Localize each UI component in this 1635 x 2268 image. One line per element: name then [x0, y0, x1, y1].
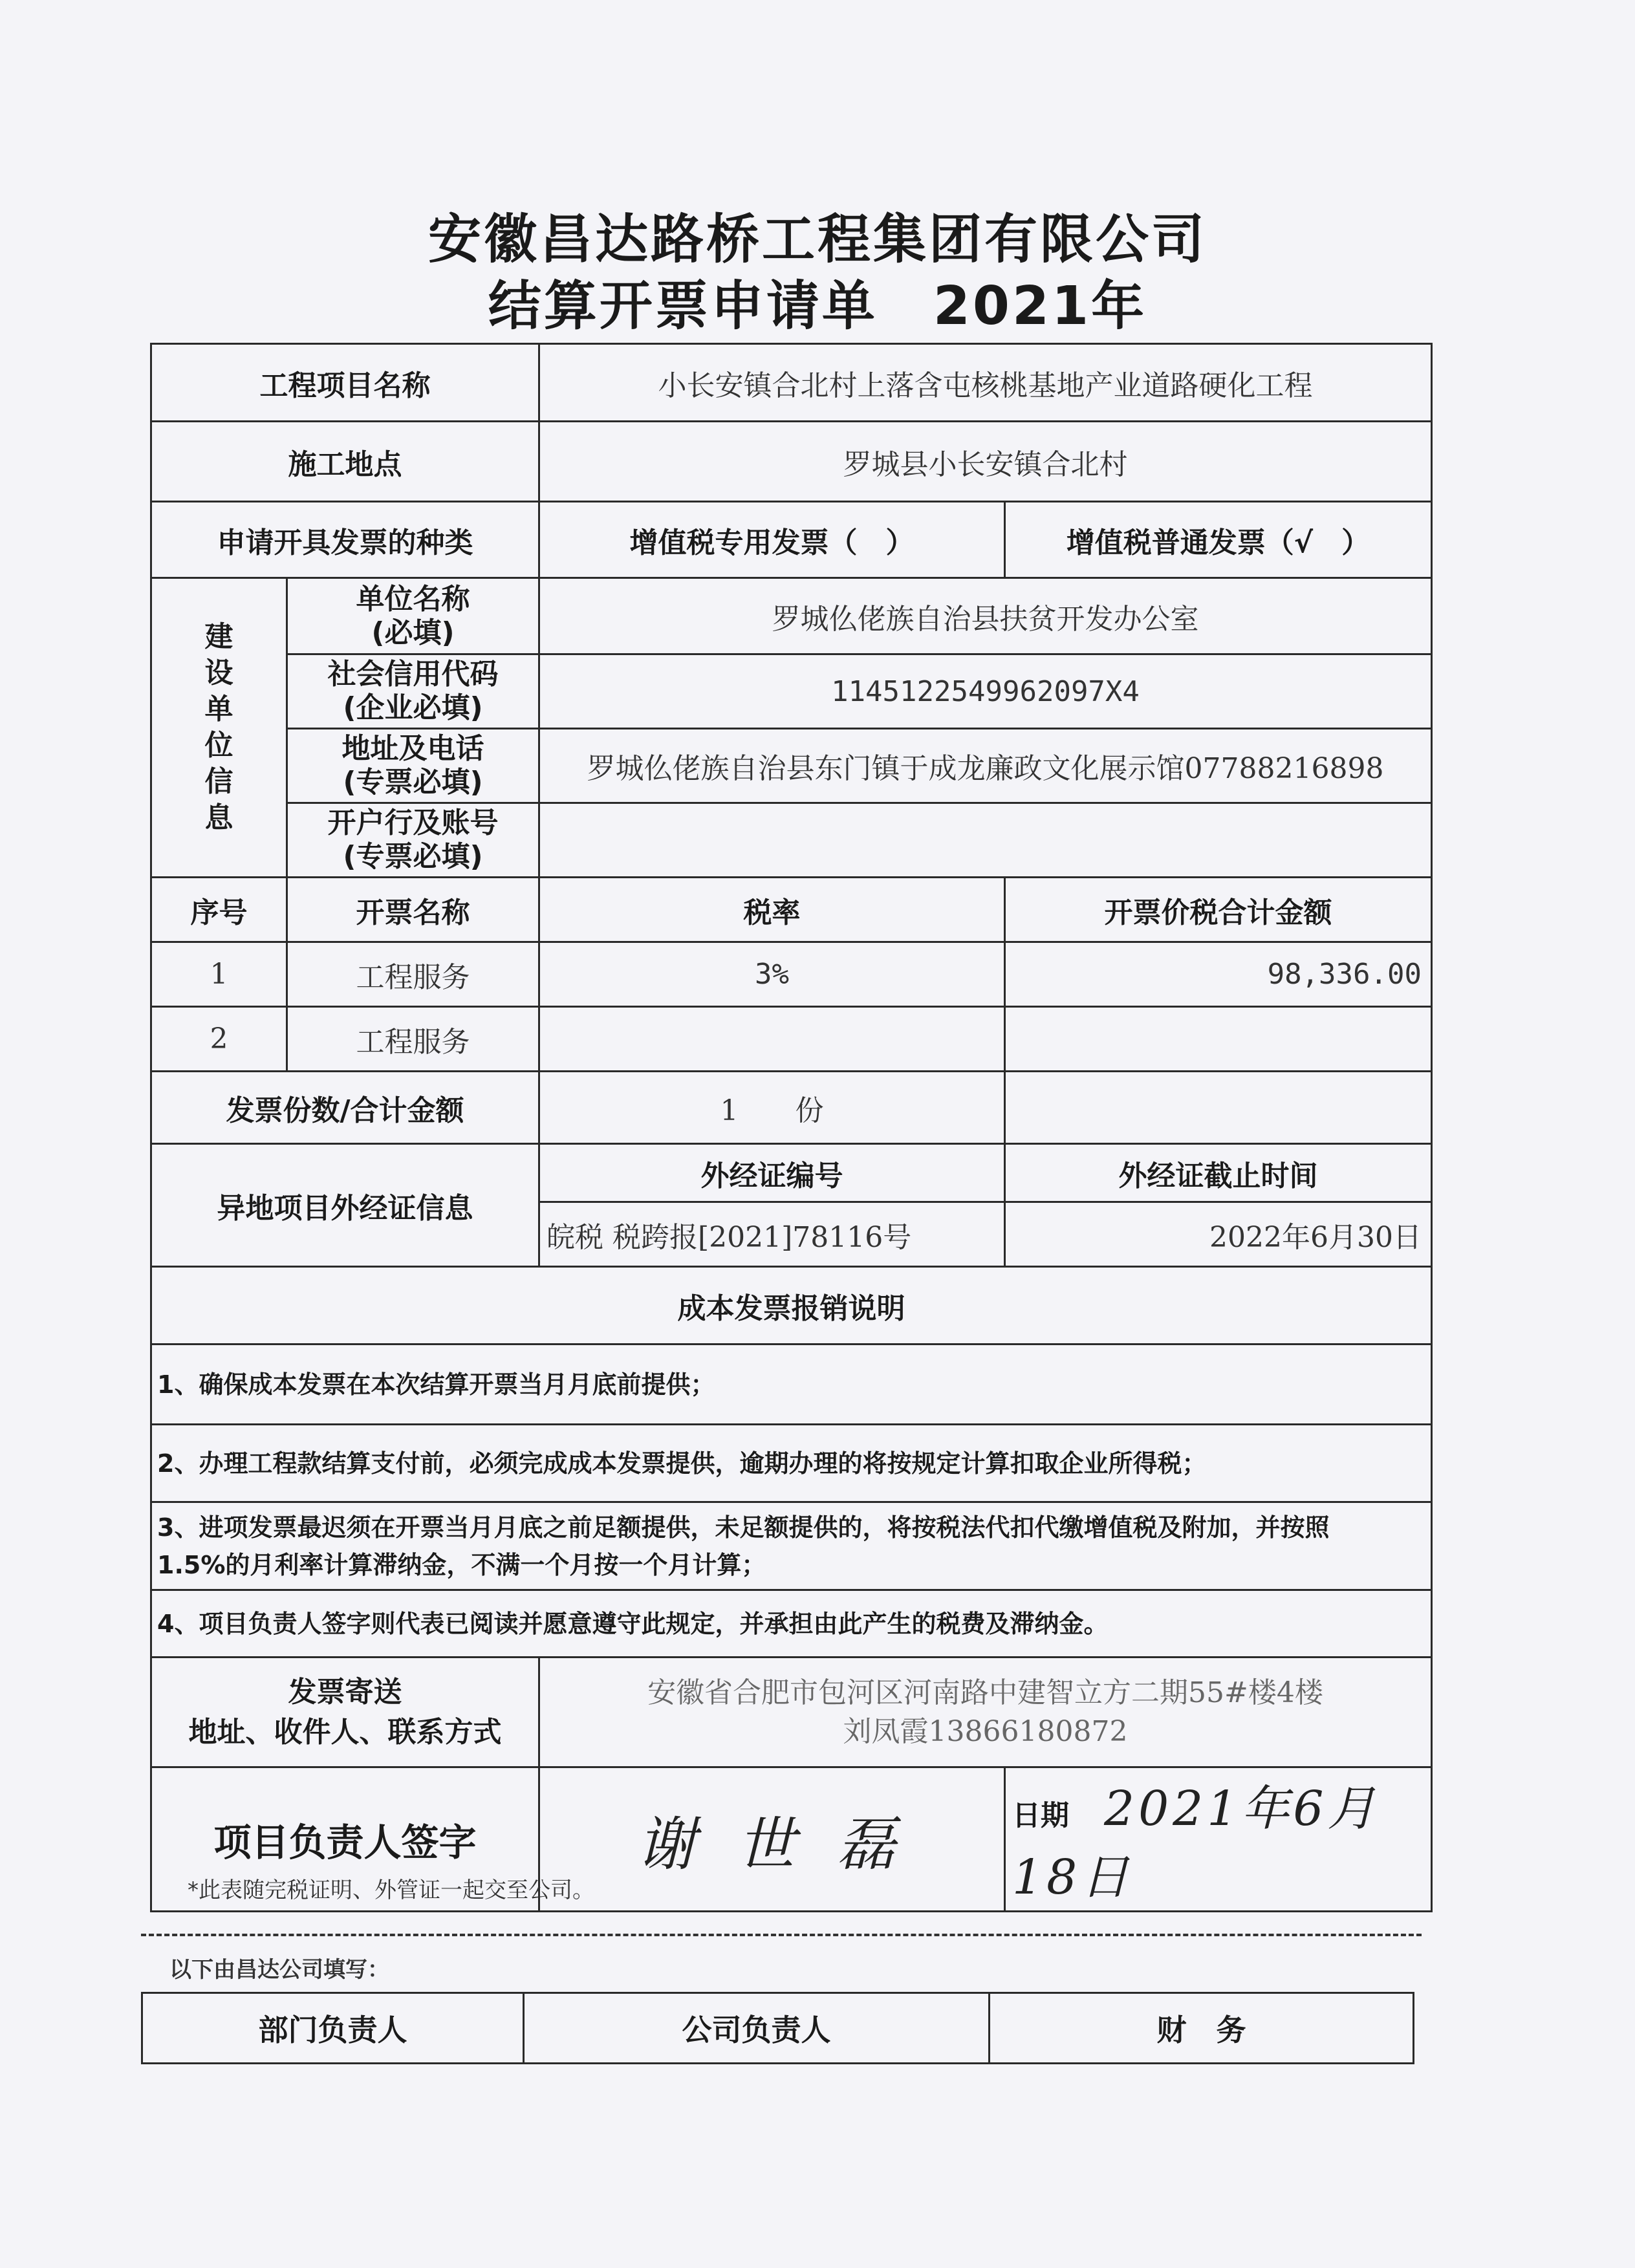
row-items-header: [151, 878, 1432, 942]
credit-code-value: 1145122549962097X4: [539, 654, 1432, 729]
mailing-address: 安徽省合肥市包河区河南路中建智立方二期55#楼4楼: [647, 1676, 1323, 1709]
project-name-value: 小长安镇合北村上落含屯核桃基地产业道路硬化工程: [539, 344, 1432, 422]
row-note-1: [151, 1345, 1432, 1425]
company-section-label: 以下由昌达公司填写：: [169, 1957, 389, 1983]
row-cost-title: [151, 1267, 1432, 1345]
project-name-label: 工程项目名称: [151, 344, 539, 422]
note-2: 2、办理工程款结算支付前，必须完成成本发票提供，逾期办理的将按规定计算扣取企业所得税；: [151, 1425, 1432, 1502]
external-label: 异地项目外经证信息: [151, 1144, 539, 1267]
site-label: 施工地点: [151, 422, 539, 502]
unit-name-label: 单位名称 (必填): [287, 578, 539, 654]
note-1: 1、确保成本发票在本次结算开票当月月底前提供；: [151, 1345, 1432, 1425]
item-amount: [1005, 1007, 1432, 1072]
table-row: [151, 1007, 1432, 1072]
totals-amount: [1005, 1072, 1432, 1144]
totals-count: 1 份: [539, 1072, 1005, 1144]
company-sign-table: [141, 1992, 1414, 2064]
totals-label: 发票份数/合计金额: [151, 1072, 539, 1144]
item-no: 1: [151, 942, 287, 1007]
note-3: 3、进项发票最迟须在开票当月月底之前足额提供，未足额提供的，将按税法代扣代缴增值税及附加，并按照 1.5%的月利率计算滞纳金，不满一个月按一个月计算；: [151, 1502, 1432, 1590]
header-amount: 开票价税合计金额: [1005, 878, 1432, 942]
header-rate: 税率: [539, 878, 1005, 942]
row-note-2: [151, 1425, 1432, 1502]
header-name: 开票名称: [287, 878, 539, 942]
table-row: [151, 942, 1432, 1007]
row-credit-code: [151, 654, 1432, 729]
row-totals: [151, 1072, 1432, 1144]
credit-code-label: 社会信用代码 (企业必填): [287, 654, 539, 729]
company-head-field: 公司负责人: [524, 1993, 990, 2064]
dept-head-field: 部门负责人: [142, 1993, 524, 2064]
row-site: [151, 422, 1432, 502]
row-unit-name: [151, 578, 1432, 654]
date-cell: [1005, 1767, 1432, 1912]
row-project-name: [151, 344, 1432, 422]
finance-field: 财 务: [990, 1993, 1414, 2064]
mailing-recipient: 刘凤霞13866180872: [843, 1714, 1128, 1748]
item-rate: [539, 1007, 1005, 1072]
signature-cell: [539, 1767, 1005, 1912]
invoice-type-special: 增值税专用发票（ ）: [539, 502, 1005, 578]
date-value: 2021年6月18日: [1012, 1781, 1380, 1905]
item-amount: 98,336.00: [1005, 942, 1432, 1007]
mailing-label: 发票寄送 地址、收件人、联系方式: [151, 1658, 539, 1767]
note-4: 4、项目负责人签字则代表已阅读并愿意遵守此规定，并承担由此产生的税费及滞纳金。: [151, 1590, 1432, 1658]
form-title: 结算开票申请单 2021年: [488, 275, 1147, 337]
company-title: 安徽昌达路桥工程集团有限公司: [428, 209, 1207, 270]
row-bank: [151, 803, 1432, 878]
header-no: 序号: [151, 878, 287, 942]
footnote: *此表随完税证明、外管证一起交至公司。: [188, 1877, 594, 1903]
cost-invoice-title: 成本发票报销说明: [151, 1267, 1432, 1345]
address-label: 地址及电话 (专票必填): [287, 729, 539, 803]
signature: 谢 世 磊: [636, 1811, 907, 1879]
unit-name-value: 罗城仫佬族自治县扶贫开发办公室: [539, 578, 1432, 654]
external-deadline-label: 外经证截止时间: [1005, 1144, 1432, 1202]
application-form-table: [150, 343, 1433, 1912]
signoff-label: 项目负责人签字: [151, 1767, 539, 1912]
date-label: 日期: [1012, 1799, 1069, 1832]
item-no: 2: [151, 1007, 287, 1072]
item-name: 工程服务: [287, 1007, 539, 1072]
item-rate: 3%: [539, 942, 1005, 1007]
invoice-type-label: 申请开具发票的种类: [151, 502, 539, 578]
external-deadline-value: 2022年6月30日: [1005, 1202, 1432, 1267]
item-name: 工程服务: [287, 942, 539, 1007]
row-external-header: [151, 1144, 1432, 1202]
row-note-4: [151, 1590, 1432, 1658]
row-address: [151, 729, 1432, 803]
external-number-label: 外经证编号: [539, 1144, 1005, 1202]
external-number-value: 皖税 税跨报[2021]78116号: [539, 1202, 1005, 1267]
invoice-type-normal: 增值税普通发票（√ ）: [1005, 502, 1432, 578]
company-sign-row: [142, 1993, 1414, 2064]
cut-line-divider: [141, 1934, 1422, 1936]
mailing-value: [539, 1658, 1432, 1767]
bank-label: 开户行及账号 (专票必填): [287, 803, 539, 878]
row-note-3: [151, 1502, 1432, 1590]
bank-value: [539, 803, 1432, 878]
row-invoice-type: [151, 502, 1432, 578]
builder-group-label: 建 设 单 位 信 息: [151, 578, 287, 878]
row-mailing: [151, 1658, 1432, 1767]
site-value: 罗城县小长安镇合北村: [539, 422, 1432, 502]
address-value: 罗城仫佬族自治县东门镇于成龙廉政文化展示馆07788216898: [539, 729, 1432, 803]
